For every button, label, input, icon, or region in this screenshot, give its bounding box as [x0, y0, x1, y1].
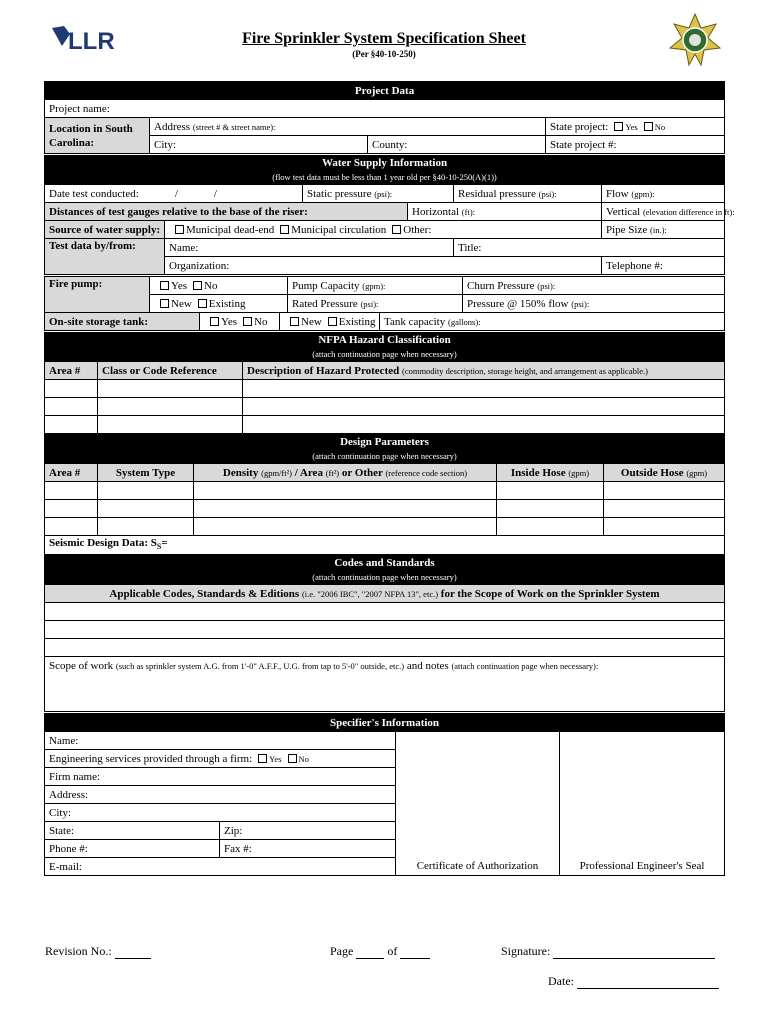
fire-marshal-seal-icon — [668, 12, 722, 68]
specifier-zip-field[interactable]: Zip: — [220, 822, 396, 840]
fire-pump-yes-no[interactable]: Yes No — [150, 277, 288, 295]
signature-field[interactable]: Signature: — [501, 944, 715, 959]
address-field[interactable]: Address (street # & street name): — [150, 118, 546, 136]
col-class: Class or Code Reference — [98, 362, 243, 380]
existing-checkbox[interactable] — [198, 299, 207, 308]
water-supply-table — [44, 155, 735, 275]
table-cell[interactable] — [45, 398, 98, 416]
table-cell[interactable] — [45, 500, 98, 518]
specifier-name-field[interactable]: Name: — [45, 732, 396, 750]
residual-pressure-field[interactable]: Residual pressure (psi): — [454, 185, 602, 203]
static-pressure-field[interactable]: Static pressure (psi): — [303, 185, 454, 203]
codes-header: Codes and Standards (attach continuation page when necessary) — [45, 556, 725, 585]
table-cell[interactable] — [98, 416, 243, 434]
tank-capacity-field[interactable]: Tank capacity (gallons): — [380, 313, 725, 331]
design-header: Design Parameters (attach continuation page when necessary) — [45, 435, 725, 464]
new-checkbox[interactable] — [160, 299, 169, 308]
codes-line[interactable] — [45, 621, 725, 639]
project-data-table — [44, 81, 725, 154]
municipal-dead-end-checkbox[interactable] — [175, 225, 184, 234]
yes-checkbox[interactable] — [210, 317, 219, 326]
specifier-table — [44, 713, 725, 876]
municipal-circulation-checkbox[interactable] — [280, 225, 289, 234]
revision-field[interactable]: Revision No.: — [45, 944, 151, 959]
pressure-150-field[interactable]: Pressure @ 150% flow (psi): — [463, 295, 725, 313]
yes-checkbox[interactable] — [614, 122, 623, 131]
col-area: Area # — [45, 464, 98, 482]
flow-field[interactable]: Flow (gpm): — [602, 185, 725, 203]
page-field[interactable]: Page of — [330, 944, 430, 959]
table-cell[interactable] — [45, 380, 98, 398]
nfpa-header: NFPA Hazard Classification (attach continuation page when necessary) — [45, 333, 725, 362]
no-checkbox[interactable] — [644, 122, 653, 131]
test-by-label: Test data by/from: — [45, 239, 165, 275]
codes-line[interactable] — [45, 603, 725, 621]
col-inside-hose: Inside Hose (gpm) — [497, 464, 604, 482]
col-description: Description of Hazard Protected (commodity description, storage height, and arrangement as applicable.) — [243, 362, 725, 380]
no-checkbox[interactable] — [288, 754, 297, 763]
design-parameters-table — [44, 434, 725, 555]
yes-checkbox[interactable] — [258, 754, 267, 763]
specifier-fax-field[interactable]: Fax #: — [220, 840, 396, 858]
no-checkbox[interactable] — [193, 281, 202, 290]
no-checkbox[interactable] — [243, 317, 252, 326]
new-checkbox[interactable] — [290, 317, 299, 326]
tester-name-field[interactable]: Name: — [165, 239, 454, 257]
seismic-field[interactable]: Seismic Design Data: $S_S=$ — [45, 536, 725, 555]
table-cell[interactable] — [243, 380, 725, 398]
table-cell[interactable] — [98, 398, 243, 416]
table-cell[interactable] — [45, 518, 98, 536]
table-cell[interactable] — [604, 482, 725, 500]
table-cell[interactable] — [98, 380, 243, 398]
specifier-address-field[interactable]: Address: — [45, 786, 396, 804]
source-label: Source of water supply: — [45, 221, 165, 239]
table-cell[interactable] — [98, 500, 194, 518]
rated-pressure-field[interactable]: Rated Pressure (psi): — [288, 295, 463, 313]
firm-name-field[interactable]: Firm name: — [45, 768, 396, 786]
specifier-state-field[interactable]: State: — [45, 822, 220, 840]
fire-pump-table — [44, 276, 725, 313]
table-cell[interactable] — [194, 482, 497, 500]
certificate-box[interactable]: Certificate of Authorization — [396, 732, 560, 876]
pump-capacity-field[interactable]: Pump Capacity (gpm): — [288, 277, 463, 295]
table-cell[interactable] — [497, 518, 604, 536]
churn-pressure-field[interactable]: Churn Pressure (psi): — [463, 277, 725, 295]
table-cell[interactable] — [243, 398, 725, 416]
table-cell[interactable] — [98, 518, 194, 536]
document-header — [0, 0, 768, 80]
tester-title-field[interactable]: Title: — [454, 239, 725, 257]
document-title: Fire Sprinkler System Specification Sheet — [242, 30, 526, 47]
applicable-codes-label: Applicable Codes, Standards & Editions (i.e. "2006 IBC", "2007 NFPA 13", etc.) for the Scope of Work on the Sprinkler System — [45, 585, 725, 603]
organization-field[interactable]: Organization: — [165, 257, 602, 275]
storage-new-existing[interactable]: New Existing — [280, 313, 380, 331]
vertical-field[interactable]: Vertical (elevation difference in ft): — [602, 203, 725, 221]
date-field[interactable]: Date: — [548, 974, 719, 989]
scope-of-work-field[interactable]: Scope of work (such as sprinkler system A.G. from 1'-0" A.F.F., U.G. from tap to 5'-0" outside, etc.) and notes (attach continuation page when necessary): — [45, 657, 725, 712]
city-field[interactable]: City: — [150, 136, 368, 154]
fire-pump-label: Fire pump: — [45, 277, 150, 313]
table-cell[interactable] — [604, 518, 725, 536]
table-cell[interactable] — [45, 482, 98, 500]
table-cell[interactable] — [497, 500, 604, 518]
table-cell[interactable] — [45, 416, 98, 434]
table-cell[interactable] — [194, 500, 497, 518]
col-system-type: System Type — [98, 464, 194, 482]
fire-pump-new-existing[interactable]: New Existing — [150, 295, 288, 313]
water-supply-header: Water Supply Information (flow test data must be less than 1 year old per §40-10-250(A)(1)) — [45, 156, 725, 185]
nfpa-hazard-table — [44, 332, 725, 434]
table-cell[interactable] — [604, 500, 725, 518]
codes-line[interactable] — [45, 639, 725, 657]
source-options[interactable]: Municipal dead-end Municipal circulation Other: — [165, 221, 602, 239]
project-data-header: Project Data — [45, 82, 725, 100]
table-cell[interactable] — [194, 518, 497, 536]
horizontal-field[interactable]: Horizontal (ft): — [408, 203, 602, 221]
document-subtitle: (Per §40-10-250) — [352, 49, 416, 59]
county-field[interactable]: County: — [368, 136, 546, 154]
specifier-header: Specifier's Information — [45, 714, 725, 732]
svg-text:LLR: LLR — [68, 28, 115, 55]
storage-yes-no[interactable]: Yes No — [200, 313, 280, 331]
engineering-firm-field[interactable]: Engineering services provided through a firm: Yes No — [45, 750, 396, 768]
state-project-number-field[interactable]: State project #: — [546, 136, 725, 154]
table-cell[interactable] — [243, 416, 725, 434]
existing-checkbox[interactable] — [328, 317, 337, 326]
yes-checkbox[interactable] — [160, 281, 169, 290]
specifier-email-field[interactable]: E-mail: — [45, 858, 396, 876]
location-label: Location in South Carolina: — [45, 118, 150, 154]
telephone-field[interactable]: Telephone #: — [602, 257, 725, 275]
specifier-phone-field[interactable]: Phone #: — [45, 840, 220, 858]
specifier-city-field[interactable]: City: — [45, 804, 396, 822]
table-cell[interactable] — [497, 482, 604, 500]
table-cell[interactable] — [98, 482, 194, 500]
storage-tank-label: On-site storage tank: — [45, 313, 200, 331]
col-area: Area # — [45, 362, 98, 380]
col-density: Density (gpm/ft²) / Area (ft²) or Other (reference code section) — [194, 464, 497, 482]
pipe-size-field[interactable]: Pipe Size (in.): — [602, 221, 725, 239]
storage-tank-table — [44, 312, 725, 331]
pe-seal-box[interactable]: Professional Engineer's Seal — [560, 732, 725, 876]
col-outside-hose: Outside Hose (gpm) — [604, 464, 725, 482]
project-name-field[interactable]: Project name: — [45, 100, 725, 118]
date-test-field[interactable]: Date test conducted: / / — [45, 185, 303, 203]
state-project-field[interactable]: State project: Yes No — [546, 118, 725, 136]
other-checkbox[interactable] — [392, 225, 401, 234]
gauges-label: Distances of test gauges relative to the base of the riser: — [45, 203, 408, 221]
codes-standards-table — [44, 555, 725, 712]
